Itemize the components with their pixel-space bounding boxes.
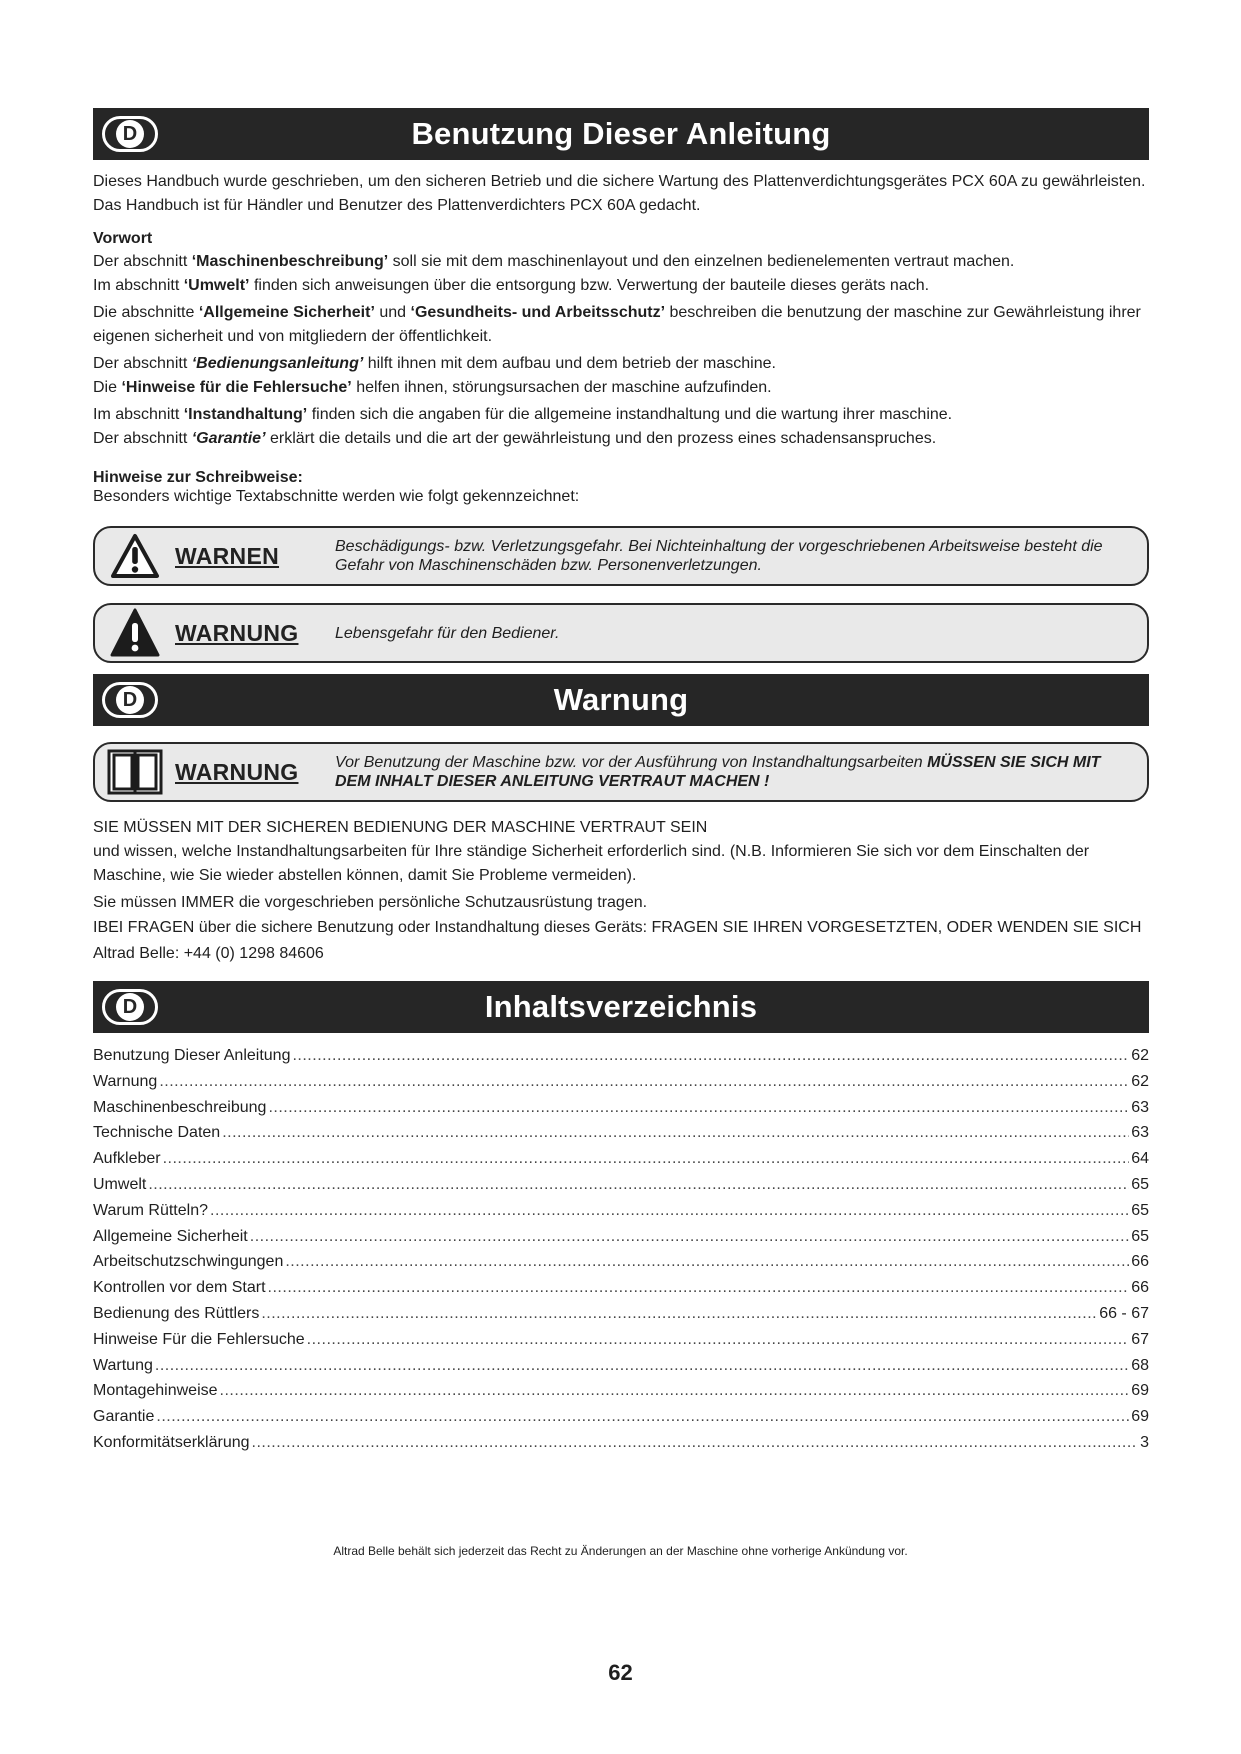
- warnen-label: WARNEN: [175, 542, 280, 569]
- footer-note: Altrad Belle behält sich jederzeit das Recht zu Änderungen an der Maschine ohne vorherige Ankündung vor.: [333, 1544, 908, 1558]
- toc-page: 62: [1131, 1072, 1149, 1090]
- toc-title: Garantie: [93, 1408, 155, 1426]
- warnung-line: SIE MÜSSEN MIT DER SICHEREN BEDIENUNG DER MASCHINE VERTRAUT SEIN: [93, 819, 708, 836]
- toc-page: 65: [1131, 1175, 1149, 1193]
- toc-entry[interactable]: [93, 1249, 1149, 1275]
- vorwort-line: Der abschnitt ‘Garantie’ erklärt die details und die art der gewährleistung und den prozess eines schadensanspruches.: [93, 430, 937, 447]
- manual-warnung-box: [93, 742, 1149, 802]
- manual-book-icon: [95, 748, 175, 796]
- manual-page: [93, 108, 1149, 1456]
- toc-entry[interactable]: [93, 1404, 1149, 1430]
- vorwort-line: Der abschnitt ‘Bedienungsanleitung’ hilft ihnen mit dem aufbau und dem betrieb der maschine.: [93, 355, 776, 372]
- toc-page: 3: [1140, 1433, 1149, 1451]
- toc-page: 68: [1131, 1356, 1149, 1374]
- page-number: 62: [608, 1660, 633, 1685]
- caution-triangle-icon: [95, 533, 175, 579]
- toc-title: Allgemeine Sicherheit: [93, 1227, 248, 1245]
- section-title: Warnung: [553, 682, 689, 717]
- toc-entry[interactable]: [93, 1301, 1149, 1327]
- toc-page: 63: [1131, 1124, 1149, 1142]
- warning-triangle-icon: [95, 608, 175, 658]
- vorwort-line: Die abschnitte ‘Allgemeine Sicherheit’ und ‘Gesundheits- und Arbeitsschutz’ beschreiben die benutzung der maschine zur Gewährleistung ihrer eigenen sicherheit und von mitgliedern der öffentlichkeit.: [93, 304, 1141, 345]
- hinweise-text: Besonders wichtige Textabschnitte werden wie folgt gekennzeichnet:: [93, 488, 580, 505]
- toc-page: 65: [1131, 1227, 1149, 1245]
- vorwort-heading: Vorwort: [93, 230, 153, 247]
- language-d-badge: D: [102, 116, 158, 152]
- toc-entry[interactable]: [93, 1198, 1149, 1224]
- toc-entry[interactable]: [93, 1146, 1149, 1172]
- toc-title: Arbeitschutzschwingungen: [93, 1253, 284, 1271]
- vorwort-line: Die ‘Hinweise für die Fehlersuche’ helfen ihnen, störungsursachen der maschine aufzufinden.: [93, 379, 772, 396]
- toc-page: 66: [1131, 1279, 1149, 1297]
- section-banner-inhalt: [93, 981, 1149, 1033]
- toc-page: 69: [1131, 1382, 1149, 1400]
- section-banner-warnung: [93, 674, 1149, 726]
- vorwort-line: Im abschnitt ‘Instandhaltung’ finden sich die angaben für die allgemeine instandhaltung und die wartung ihrer maschine.: [93, 406, 953, 423]
- toc-page: 66: [1131, 1253, 1149, 1271]
- toc-page: 66 - 67: [1099, 1304, 1149, 1322]
- warnung-text: Lebensgefahr für den Bediener.: [335, 624, 560, 642]
- toc-entry[interactable]: [93, 1430, 1149, 1456]
- toc-title: Bedienung des Rüttlers: [93, 1304, 260, 1322]
- warnung-label: WARNUNG: [175, 619, 299, 646]
- toc-page: 62: [1131, 1047, 1149, 1064]
- toc-title: Warnung: [93, 1072, 158, 1090]
- toc-page: 64: [1131, 1150, 1149, 1168]
- toc-entry[interactable]: [93, 1353, 1149, 1379]
- warnung-line: IBEI FRAGEN über die sichere Benutzung oder Instandhaltung dieses Geräts: FRAGEN SIE IHREN VORGESETZTEN, ODER WENDEN SIE SICH Altrad Belle: +44 (0) 1298 84606: [93, 919, 1142, 962]
- toc-title: Umwelt: [93, 1175, 147, 1193]
- toc-entry[interactable]: [93, 1172, 1149, 1198]
- vorwort-line: Im abschnitt ‘Umwelt’ finden sich anweisungen über die entsorgung bzw. Verwertung der bauteile dieses geräts nach.: [93, 277, 930, 294]
- toc-title: Aufkleber: [93, 1150, 161, 1168]
- toc-title: Konformitätserklärung: [93, 1433, 250, 1451]
- hinweise-heading: Hinweise zur Schreibweise:: [93, 469, 303, 486]
- warnen-box: [93, 526, 1149, 586]
- warnung-line: Sie müssen IMMER die vorgeschrieben persönliche Schutzausrüstung tragen.: [93, 894, 648, 911]
- section-title: Benutzung Dieser Anleitung: [411, 116, 831, 151]
- intro-paragraph: Dieses Handbuch wurde geschrieben, um den sicheren Betrieb und die sichere Wartung des Plattenverdichtungsgerätes PCX 60A zu gewährleisten. Das Handbuch ist für Händler und Benutzer des Plattenverdichters PCX 60A gedacht.: [93, 173, 1146, 214]
- vorwort-line: Der abschnitt ‘Maschinenbeschreibung’ soll sie mit dem maschinenlayout und den einzelnen bedienelementen vertraut machen.: [93, 253, 1015, 270]
- toc-entry[interactable]: [93, 1069, 1149, 1095]
- manual-warnung-text: Vor Benutzung der Maschine bzw. vor der Ausführung von Instandhaltungsarbeiten MÜSSEN SIE SICH MIT DEM INHALT DIESER ANLEITUNG VERTRAUT MACHEN !: [335, 754, 1101, 790]
- toc-title: Benutzung Dieser Anleitung: [93, 1047, 291, 1064]
- toc-title: Kontrollen vor dem Start: [93, 1279, 266, 1297]
- toc-title: Montagehinweise: [93, 1382, 218, 1400]
- warnung-line: und wissen, welche Instandhaltungsarbeiten für Ihre ständige Sicherheit erforderlich sind. (N.B. Informieren Sie sich vor dem Einschalten der Maschine, wie Sie wieder abstellen können, damit Sie Probleme vermeiden).: [93, 843, 1090, 884]
- table-of-contents: [93, 1043, 1149, 1456]
- toc-entry[interactable]: [93, 1095, 1149, 1121]
- warnen-text: Beschädigungs- bzw. Verletzungsgefahr. Bei Nichteinhaltung der vorgeschriebenen Arbeitsweise besteht die Gefahr von Maschinenschäden bzw. Personenverletzungen.: [335, 538, 1103, 574]
- toc-entry[interactable]: [93, 1327, 1149, 1353]
- warnung-box: [93, 603, 1149, 663]
- section-title: Inhaltsverzeichnis: [484, 989, 758, 1024]
- toc-page: 65: [1131, 1201, 1149, 1219]
- toc-title: Wartung: [93, 1356, 153, 1374]
- toc-page: 67: [1131, 1330, 1149, 1348]
- toc-entry[interactable]: [93, 1043, 1149, 1069]
- toc-page: 63: [1131, 1098, 1149, 1116]
- toc-entry[interactable]: [93, 1378, 1149, 1404]
- toc-title: Warum Rütteln?: [93, 1201, 208, 1219]
- toc-page: 69: [1131, 1408, 1149, 1426]
- toc-title: Maschinenbeschreibung: [93, 1098, 267, 1116]
- section-banner-benutzung: [93, 108, 1149, 160]
- language-d-badge: D: [102, 682, 158, 718]
- manual-warnung-label: WARNUNG: [175, 758, 299, 785]
- toc-entry[interactable]: [93, 1120, 1149, 1146]
- toc-entry[interactable]: [93, 1224, 1149, 1250]
- toc-entry[interactable]: [93, 1275, 1149, 1301]
- toc-title: Hinweise Für die Fehlersuche: [93, 1330, 305, 1348]
- language-d-badge: D: [102, 989, 158, 1025]
- toc-title: Technische Daten: [93, 1124, 221, 1142]
